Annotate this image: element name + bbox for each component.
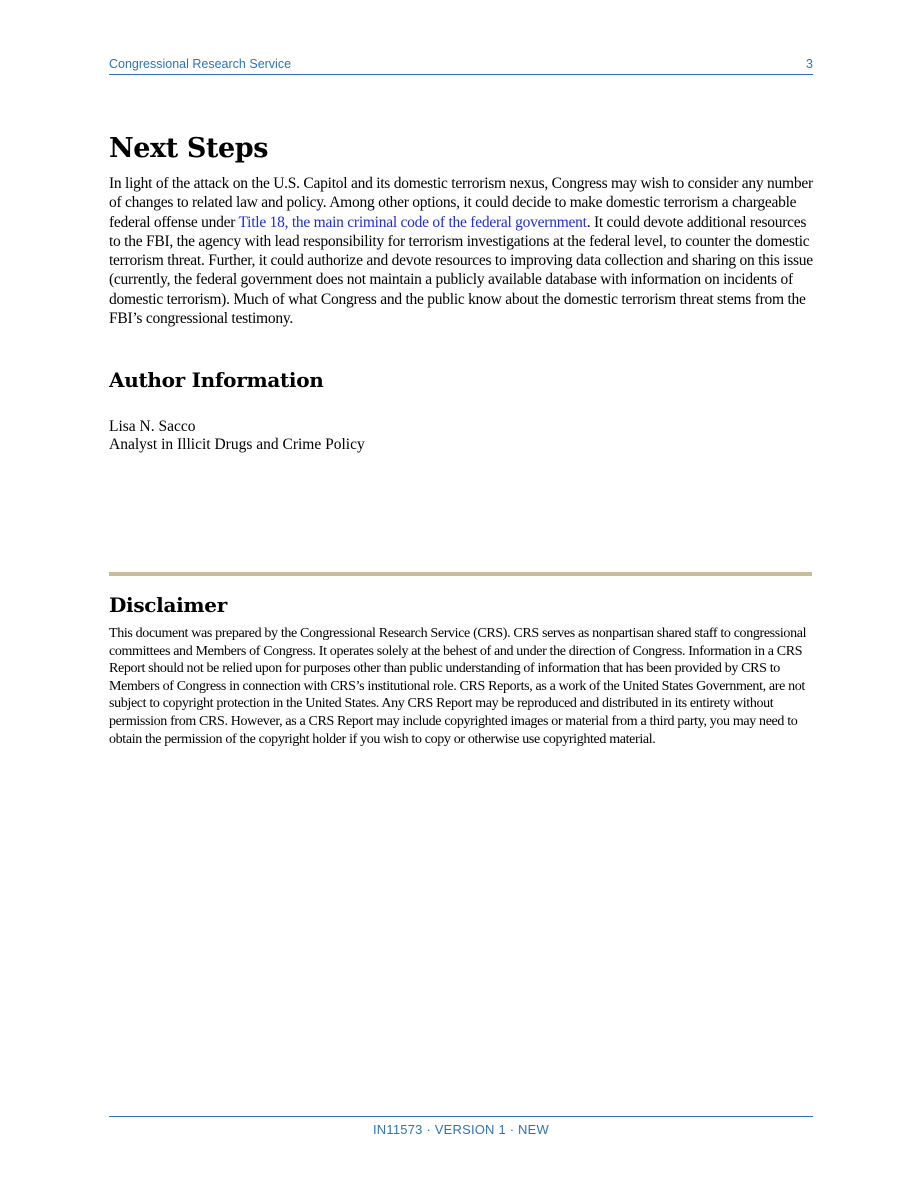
main-content	[109, 133, 815, 454]
disclaimer-section	[109, 593, 813, 748]
author-block	[109, 418, 815, 454]
title-18-link[interactable]: Title 18, the main criminal code of the federal government	[238, 213, 587, 231]
header-organization: Congressional Research Service	[109, 57, 292, 71]
next-steps-paragraph	[109, 174, 815, 328]
footer-doc-id: IN11573 · VERSION 1 · NEW	[373, 1122, 549, 1137]
next-steps-text-start: In light of the attack on the U.S. Capitol and its domestic terrorism nexus, Congress may wish to consider any number of changes to related law and policy. Among other options, it could decide to make domestic terrorism a chargeable federal offense under	[109, 175, 813, 231]
author-title: Analyst in Illicit Drugs and Crime Policy	[109, 436, 365, 454]
running-footer	[109, 1116, 813, 1139]
disclaimer-text: This document was prepared by the Congressional Research Service (CRS). CRS serves as nonpartisan shared staff to congressional committees and Members of Congress. It operates solely at the behest of and under the direction of Congress. Information in a CRS Report should not be relied upon for purposes other than public understanding of information that has been provided by CRS to Members of Congress in connection with CRS’s institutional role. CRS Reports, as a work of the United States Government, are not subject to copyright protection in the United States. Any CRS Report may be reproduced and distributed in its entirety without permission from CRS. However, as a CRS Report may include copyrighted images or material from a third party, you may need to obtain the permission of the copyright holder if you wish to copy or otherwise use copyrighted material.	[109, 626, 807, 747]
page-number: 3	[806, 57, 813, 71]
disclaimer-heading: Disclaimer	[109, 593, 227, 617]
next-steps-heading: Next Steps	[109, 133, 269, 164]
author-information-heading: Author Information	[109, 368, 324, 393]
section-divider	[109, 572, 812, 576]
next-steps-text-end: . It could devote additional resources to the FBI, the agency with lead responsibility for terrorism investigations at the federal level, to counter the domestic terrorism threat. Further, it could authorize and devote resources to improving data collection and sharing on this issue (currently, the federal government does not maintain a publicly available database with information on incidents of domestic terrorism). Much of what Congress and the public know about the domestic terrorism threat stems from the FBI’s congressional testimony.	[109, 213, 813, 328]
author-name: Lisa N. Sacco	[109, 418, 196, 436]
running-header	[109, 57, 813, 75]
